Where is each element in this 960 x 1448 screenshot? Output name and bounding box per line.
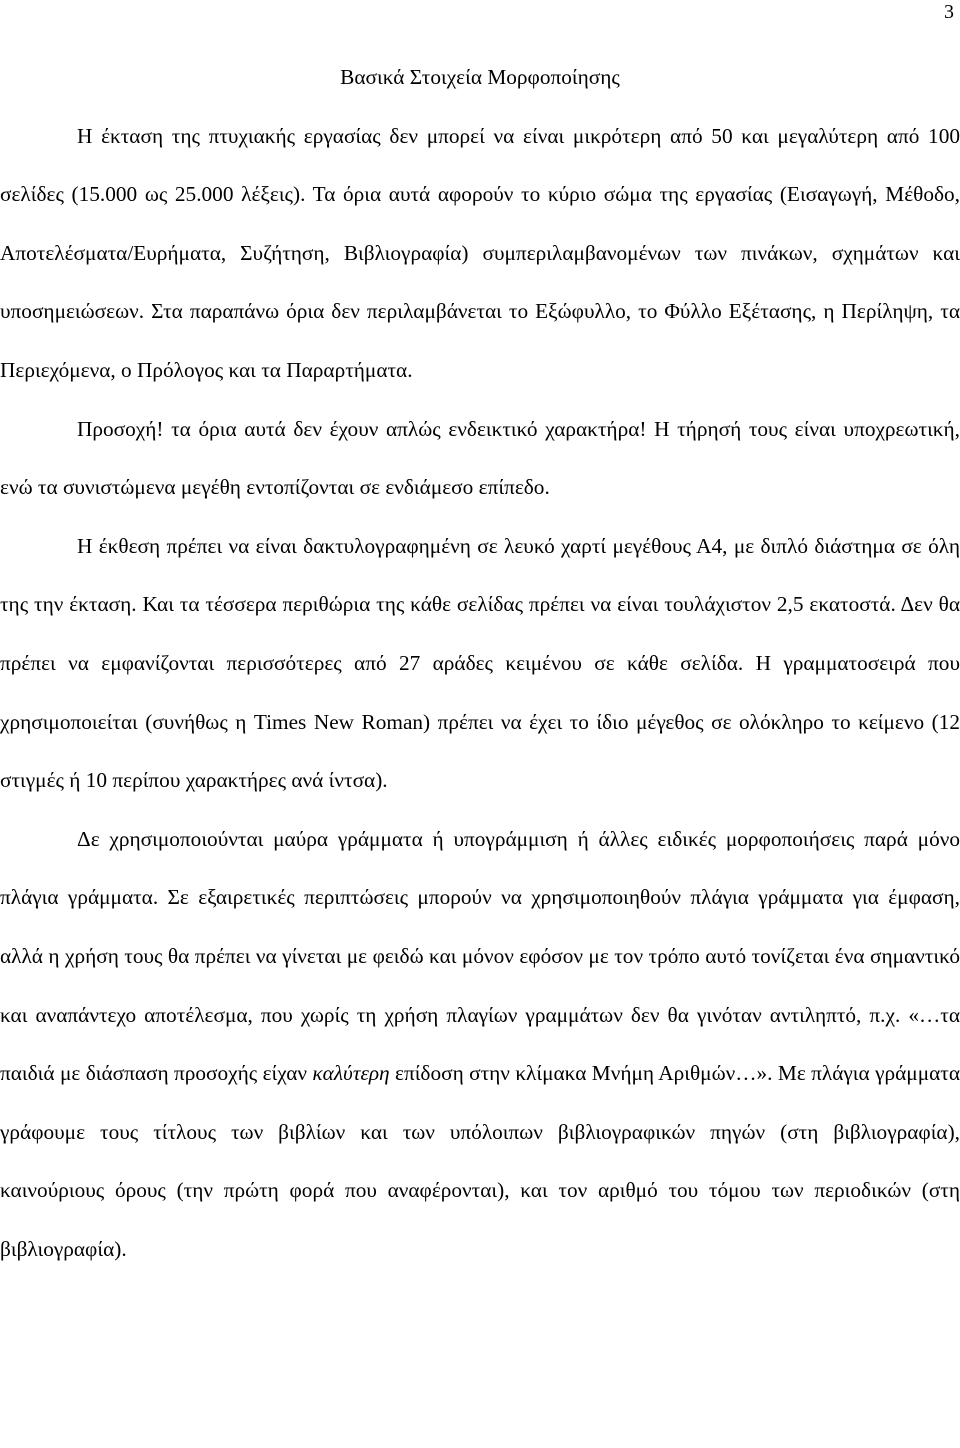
section-heading: Βασικά Στοιχεία Μορφοποίησης: [340, 65, 620, 89]
paragraph-length: Η έκταση της πτυχιακής εργασίας δεν μπορεί να είναι μικρότερη από 50 και μεγαλύτερη από 100 σελίδες (15.000 ως 25.000 λέξεις). Τα όρια αυτά αφορούν το κύριο σώμα της εργασίας (Εισαγωγή, Μέθοδο, Αποτελέσματα/Ευρήματα, Συζήτηση, Βιβλιογραφία) συμπεριλαμβανομένων των πινάκων, σχημάτων και υποσημειώσεων. Στα παραπάνω όρια δεν περιλαμβάνεται το Εξώφυλλο, το Φύλλο Εξέτασης, η Περίληψη, τα Περιεχόμενα, ο Πρόλογος και τα Παραρτήματα.: [0, 123, 960, 382]
italic-example-word: καλύτερη: [312, 1061, 390, 1086]
document-body: [0, 48, 960, 1278]
paragraph-layout: Η έκθεση πρέπει να είναι δακτυλογραφημένη σε λευκό χαρτί μεγέθους Α4, με διπλό διάστημα σε όλη της την έκταση. Και τα τέσσερα περιθώρια της κάθε σελίδας πρέπει να είναι τουλάχιστον 2,5 εκατοστά. Δεν θα πρέπει να εμφανίζονται περισσότερες από 27 αράδες κειμένου σε κάθε σελίδα. Η γραμματοσειρά που χρησιμοποιείται (συνήθως η Times New Roman) πρέπει να έχει το ίδιο μέγεθος σε ολόκληρο το κείμενο (12 στιγμές ή 10 περίπου χαρακτήρες ανά ίντσα).: [0, 533, 960, 793]
paragraph-warning: Προσοχή! τα όρια αυτά δεν έχουν απλώς ενδεικτικό χαρακτήρα! Η τήρησή τους είναι υποχρεωτική, ενώ τα συνιστώμενα μεγέθη εντοπίζονται σε ενδιάμεσο επίπεδο.: [0, 416, 960, 500]
paragraph-formatting: [0, 810, 960, 1279]
paragraph-formatting-text-2: επίδοση στην κλίμακα Μνήμη Αριθμών…». Με πλάγια γράμματα γράφουμε τους τίτλους των βιβλίων και των υπόλοιπων βιβλιογραφικών πηγών (στη βιβλιογραφία), καινούριους όρους (την πρώτη φορά που αναφέρονται), και τον αριθμό του τόμου των περιοδικών (στη βιβλιογραφία).: [0, 1061, 960, 1261]
paragraph-formatting-text-1: Δε χρησιμοποιούνται μαύρα γράμματα ή υπογράμμιση ή άλλες ειδικές μορφοποιήσεις παρά μόνο πλάγια γράμματα. Σε εξαιρετικές περιπτώσεις μπορούν να χρησιμοποιηθούν πλάγια γράμματα για έμφαση, αλλά η χρήση τους θα πρέπει να γίνεται με φειδώ και μόνον εφόσον με τον τρόπο αυτό τονίζεται ένα σημαντικό και αναπάντεχο αποτέλεσμα, που χωρίς τη χρήση πλαγίων γραμμάτων δεν θα γινόταν αντιληπτό, π.χ. «…τα παιδιά με διάσπαση προσοχής είχαν: [0, 826, 960, 1086]
page-number: 3: [944, 1, 954, 23]
